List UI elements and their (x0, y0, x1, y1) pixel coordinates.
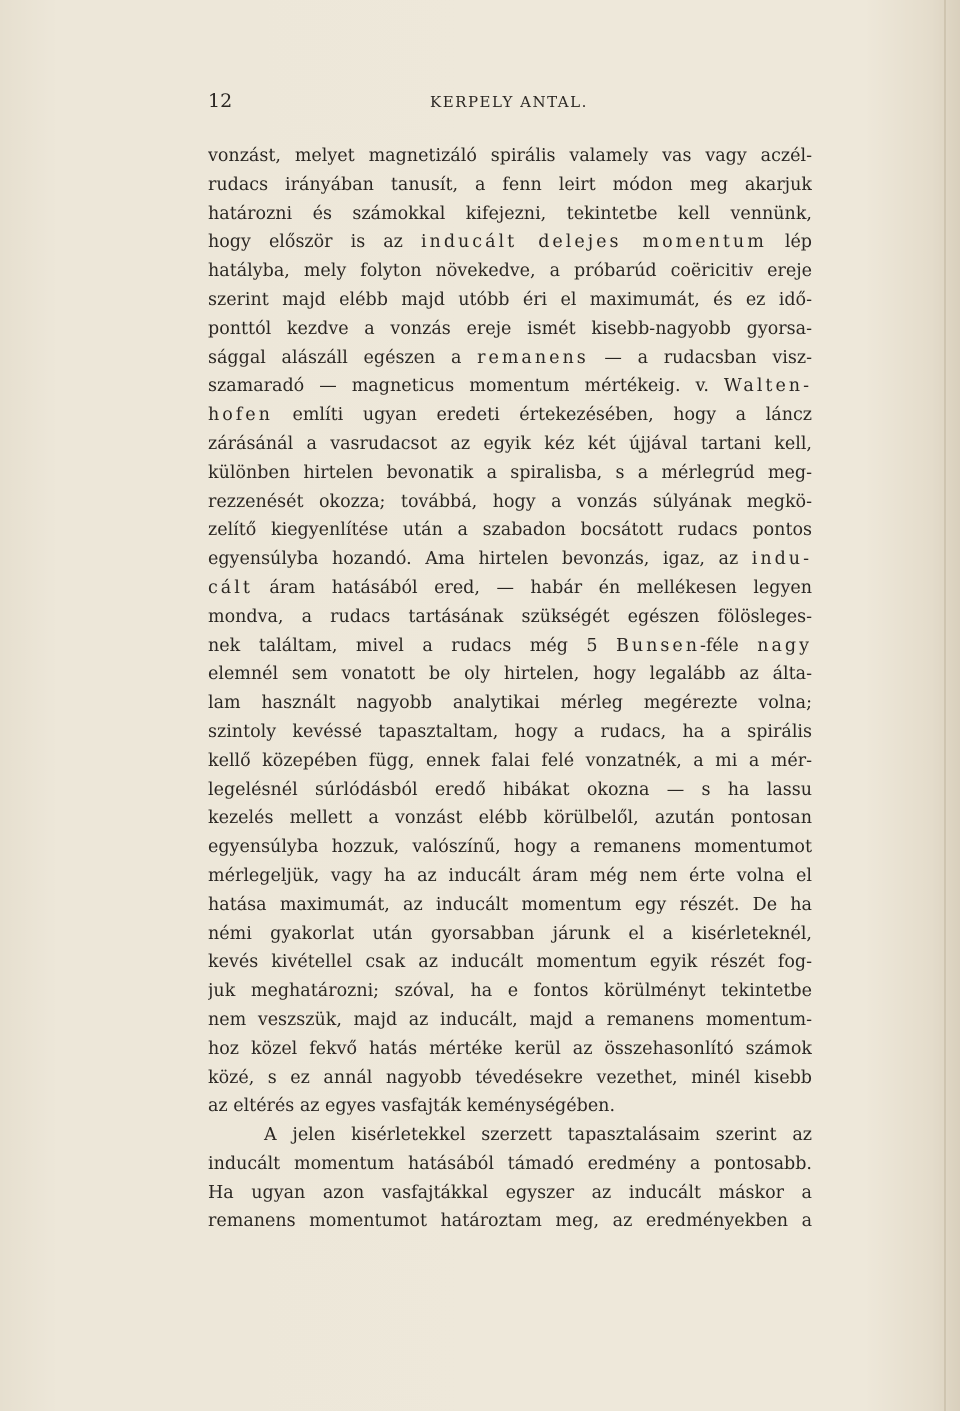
spaced-term: inducált delejes momentum (420, 232, 767, 253)
text-line: kevés kivétellel csak az inducált momentum egyik részét fog- (208, 952, 812, 973)
text-line: egyensúlyba hozzuk, valószínű, hogy a remanens momentumot (208, 837, 812, 858)
text-line: szerint majd elébb majd utóbb éri el maximumát, és ez idő- (208, 289, 812, 310)
text-line: nem veszszük, majd az inducált, majd a remanens momentum- (208, 1009, 812, 1030)
spaced-name: Bunsen (616, 635, 701, 656)
text-line: szintoly kevéssé tapasztaltam, hogy a rudacs, ha a spirális (208, 721, 812, 742)
spaced-term: nagy (757, 635, 812, 656)
running-head: KERPELY ANTAL. (430, 93, 588, 111)
text-line: ponttól kezdve a vonzás ereje ismét kisebb-nagyobb gyorsa- (208, 318, 812, 339)
text-line: mondva, a rudacs tartásának szükségét egészen fölösleges- (208, 606, 812, 627)
text-line: közé, s ez annál nagyobb tévedésekre vezethet, minél kisebb (208, 1067, 812, 1088)
spaced-term: cált (208, 577, 253, 598)
text-line: egyensúlyba hozandó. Ama hirtelen bevonzás, igaz, az indu- (208, 549, 812, 570)
spaced-name: Walten- (723, 376, 812, 397)
text-line: nek találtam, mivel a rudacs még 5 Bunsen-féle nagy (208, 635, 812, 656)
text-line: némi gyakorlat után gyorsabban járunk el a kisérleteknél, (208, 923, 812, 944)
text-line: Ha ugyan azon vasfajtákkal egyszer az inducált máskor a (208, 1182, 812, 1203)
text-line: határozni és számokkal kifejezni, tekintetbe kell vennünk, (208, 203, 812, 224)
text-line: kellő közepében függ, ennek falai felé vonzatnék, a mi a mér- (208, 750, 812, 771)
text-line: rezzenését okozza; továbbá, hogy a vonzás súlyának megkö- (208, 491, 812, 512)
text-line: legelésnél súrlódásból eredő hibákat okozna — s ha lassu (208, 779, 812, 800)
text-line: mérlegeljük, vagy ha az inducált áram még nem érte volna el (208, 865, 812, 886)
text-line: hofen említi ugyan eredeti értekezésében, hogy a láncz (208, 405, 812, 426)
text-line: hatása maximumát, az inducált momentum egy részét. De ha (208, 894, 812, 915)
body-text (208, 142, 812, 1236)
text-line: lam használt nagyobb analytikai mérleg megérezte volna; (208, 693, 812, 714)
text-line: az eltérés az egyes vasfajták keménységében. (208, 1096, 616, 1117)
text-line: juk meghatározni; szóval, ha e fontos körülményt tekintetbe (208, 981, 812, 1002)
text-line: cált áram hatásából ered, — habár én mellékesen legyen (208, 577, 812, 598)
text-line: A jelen kisérletekkel szerzett tapasztalásaim szerint az (264, 1125, 812, 1146)
text-line: sággal alászáll egészen a remanens — a rudacsban visz- (208, 347, 812, 368)
text-line: zelítő kiegyenlítése után a szabadon bocsátott rudacs pontos (208, 520, 812, 541)
text-line: kezelés mellett a vonzást elébb körülbelől, azután pontosan (208, 808, 812, 829)
text-line: szamaradó — magneticus momentum mértékeig. v. Walten- (208, 376, 812, 397)
page-edge (944, 0, 946, 1411)
text-line: rudacs irányában tanusít, a fenn leirt módon meg akarjuk (208, 174, 812, 195)
text-line: elemnél sem vonatott be oly hirtelen, hogy legalább az álta- (208, 664, 812, 685)
text-line: hogy először is az inducált delejes momentum lép (208, 232, 812, 253)
text-line: inducált momentum hatásából támadó eredmény a pontosabb. (208, 1153, 812, 1174)
spaced-name: hofen (208, 405, 273, 426)
text-line: remanens momentumot határoztam meg, az eredményekben a (208, 1211, 812, 1232)
page-number: 12 (208, 90, 233, 112)
spaced-term: indu- (751, 549, 812, 570)
text-line: hoz közel fekvő hatás mértéke kerül az összehasonlító számok (208, 1038, 812, 1059)
text-line: hatályba, mely folyton növekedve, a próbarúd coëricitiv ereje (208, 261, 812, 282)
text-line: vonzást, melyet magnetizáló spirális valamely vas vagy aczél- (208, 146, 812, 166)
page-header (208, 90, 812, 118)
text-line: különben hirtelen bevonatik a spiralisba, s a mérlegrúd meg- (208, 462, 812, 483)
text-line: zárásánál a vasrudacsot az egyik kéz két újjával tartani kell, (208, 433, 812, 454)
spaced-term: remanens (477, 347, 589, 368)
